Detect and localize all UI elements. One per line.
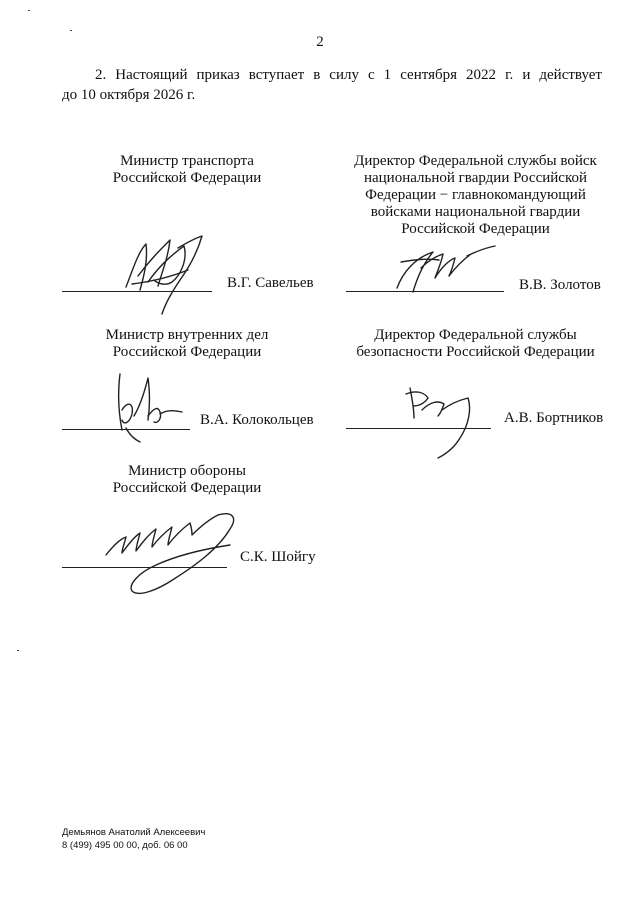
paragraph-line-1: 2. Настоящий приказ вступает в силу с 1 сентября 2022 г. и действует [95, 67, 602, 83]
fsb-director-signature [398, 380, 488, 462]
guard-director-signature [393, 238, 503, 298]
interior-minister-signature [104, 370, 189, 445]
interior-minister-title: Министр внутренних дел Российской Федерации [105, 327, 269, 360]
paragraph-line-2: до 10 октября 2026 г. [62, 87, 196, 103]
order-paragraph [62, 65, 602, 105]
fsb-director-title: Директор Федеральной службы безопасности Российской Федерации [356, 327, 595, 360]
page-number: 2 [316, 34, 324, 50]
guard-director-title: Директор Федеральной службы войск национальной гвардии Российской Федерации − главнокомандующий войсками национальной гвардии Российской Федерации [354, 153, 597, 237]
defense-minister-title: Министр обороны Российской Федерации [112, 463, 262, 496]
defense-minister-name: С.К. Шойгу [240, 549, 316, 565]
scan-speck [28, 10, 30, 11]
executor-footer [62, 826, 205, 852]
defense-minister-signature [100, 505, 245, 605]
guard-director-signature-line [346, 291, 504, 292]
interior-minister-signature-line [62, 429, 190, 430]
transport-minister-name: В.Г. Савельев [227, 275, 314, 291]
executor-phone: 8 (499) 495 00 00, доб. 06 00 [62, 840, 188, 851]
transport-minister-signature-line [62, 291, 212, 292]
scan-speck [70, 30, 72, 31]
transport-minister-signature [118, 232, 213, 317]
executor-name: Демьянов Анатолий Алексеевич [62, 827, 206, 838]
transport-minister-title: Министр транспорта Российской Федерации [112, 153, 262, 186]
guard-director-name: В.В. Золотов [519, 277, 601, 293]
scan-speck [17, 650, 19, 651]
fsb-director-signature-line [346, 428, 491, 429]
defense-minister-signature-line [62, 567, 227, 568]
fsb-director-name: А.В. Бортников [504, 410, 604, 426]
interior-minister-name: В.А. Колокольцев [200, 412, 314, 428]
